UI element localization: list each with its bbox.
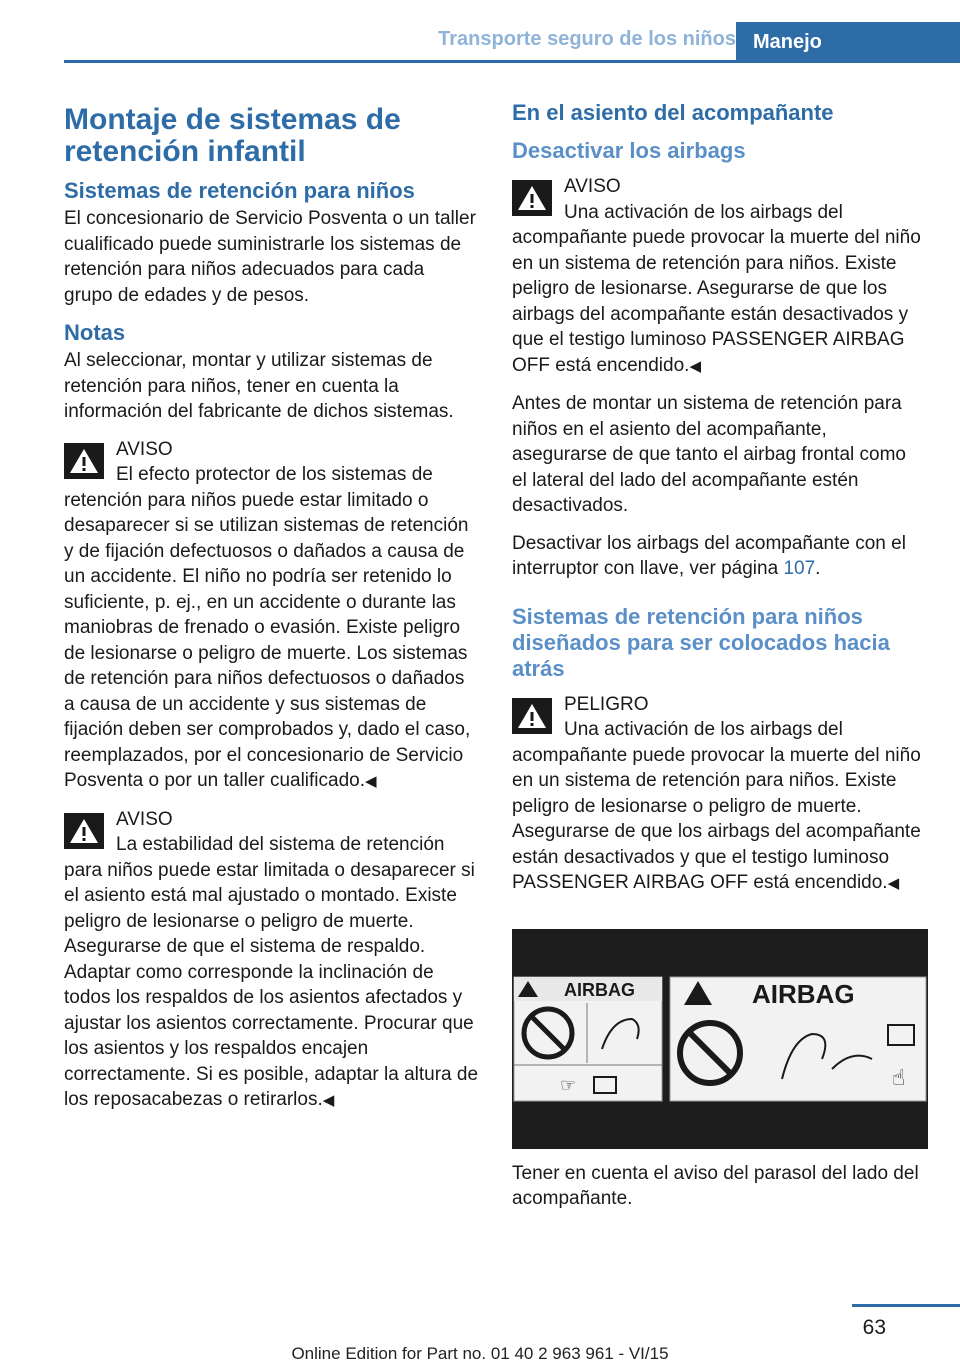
paragraph-text: Desactivar los airbags del acompañante con el interruptor con llave, ver página	[512, 532, 906, 579]
warning-block-3	[512, 174, 926, 379]
warning-text: Una activación de los airbags del acompañante puede provocar la muerte del niño en un sistema de retención para niños. Existe peligro de lesionarse. Asegurarse de que los airbags del acompañante están desactivados y que el testigo luminoso PASSENGER AIRBAG OFF está encendido.	[512, 201, 921, 376]
warning-icon	[512, 180, 552, 216]
warning-text: El efecto protector de los sistemas de retención para niños puede estar limitado o desaparecer si se utilizan sistemas de retención y de fijación defectuosos o dañados a causa de un accidente. El niño no podría ser retenido lo suficiente, p. ej., en un accidente o durante las maniobras de frenado o evasión. Existe peligro de lesionarse o peligro de muerte. Los sistemas de retención para niños defectuosos o dañados a causa de un accidente y sus sistemas de fijación deben ser comprobados y, dado el caso, reemplazados, por el concesionario de Servicio Posventa o por un taller cualificado.	[64, 464, 471, 791]
warning-keyword: AVISO	[116, 438, 173, 460]
warning-icon	[64, 443, 104, 479]
warning-icon	[64, 813, 104, 849]
page-header	[0, 0, 960, 62]
page-link[interactable]: 107	[783, 558, 816, 579]
warning-keyword: PELIGRO	[564, 693, 649, 715]
small-airbag-label	[514, 977, 662, 1101]
edition-note: Online Edition for Part no. 01 40 2 963 961 - VI/15	[291, 1344, 669, 1363]
paragraph-punct: .	[815, 558, 821, 579]
heading-hacia-atras: Sistemas de retención para niños diseñados para ser colocados hacia atrás	[512, 603, 890, 681]
left-column	[64, 100, 478, 1126]
large-label-text: AIRBAG	[752, 978, 855, 1009]
airbag-label-figure	[512, 929, 928, 1149]
page-footer	[0, 1300, 960, 1362]
warning-icon	[512, 698, 552, 734]
large-airbag-label	[670, 977, 926, 1101]
warning-text: Una activación de los airbags del acompañante puede provocar la muerte del niño en un sistema de retención para niños. Existe peligro de lesionarse o peligro de muerte. Asegurarse de que los airbags del acompañante están desactivados y que el testigo luminoso PASSENGER AIRBAG OFF está encendido.	[512, 719, 921, 893]
warning-block-4	[512, 692, 926, 897]
end-mark: ◀	[322, 1092, 335, 1109]
end-mark: ◀	[365, 773, 377, 790]
warning-keyword: AVISO	[116, 808, 173, 830]
paragraph-concesionario: El concesionario de Servicio Posventa o un taller cualificado puede suministrarle los sistemas de retención para niños adecuados para cada grupo de edades y de pesos.	[64, 208, 476, 306]
paragraph-antes-montar: Antes de montar un sistema de retención para niños en el asiento del acompañante, asegurarse de que tanto el airbag frontal como el lateral del lado del acompañante estén desactivados.	[512, 393, 906, 516]
svg-text:☞: ☞	[560, 1074, 577, 1096]
heading-asiento-acompanante: En el asiento del acompañante	[512, 100, 834, 125]
warning-text: La estabilidad del sistema de retención para niños puede estar limitada o desaparecer si el asiento está mal ajustado o montado. Existe peligro de lesionarse o peligro de muerte. Asegurarse de que el sistema de respaldo. Adaptar como corresponde la inclinación de todos los respaldos de los asientos afectados y ajustar los asientos correctamente. Procurar que los asientos y los respaldos encajen correctamente. Si es posible, adaptar la altura de los reposacabezas o retirarlos.	[64, 834, 479, 1110]
end-mark: ◀	[887, 875, 900, 892]
header-rule	[64, 60, 960, 63]
right-column	[512, 100, 926, 1212]
heading-sistemas-retencion: Sistemas de retención para niños	[64, 178, 415, 203]
heading-notas: Notas	[64, 320, 126, 345]
small-label-text: AIRBAG	[564, 979, 635, 1000]
header-chapter-tab: Manejo	[736, 22, 960, 62]
paragraph-desactivar	[512, 531, 926, 582]
page-number: 63	[862, 1316, 886, 1339]
heading-desactivar-airbags: Desactivar los airbags	[512, 138, 746, 163]
airbag-warning-labels-image	[512, 929, 928, 1149]
warning-keyword: AVISO	[564, 176, 621, 197]
footer-rule	[852, 1304, 960, 1307]
header-section-title: Transporte seguro de los niños	[438, 28, 736, 50]
warning-block-2	[64, 807, 478, 1114]
end-mark: ◀	[689, 357, 701, 375]
warning-block-1	[64, 437, 478, 795]
paragraph-notas: Al seleccionar, montar y utilizar sistemas de retención para niños, tener en cuenta la información del fabricante de dichos sistemas.	[64, 350, 454, 422]
figure-caption: Tener en cuenta el aviso del parasol del lado del acompañante.	[512, 1162, 919, 1209]
svg-text:☝: ☝	[892, 1065, 906, 1091]
page-title: Montaje de sistemas de retención infantil	[64, 103, 401, 168]
